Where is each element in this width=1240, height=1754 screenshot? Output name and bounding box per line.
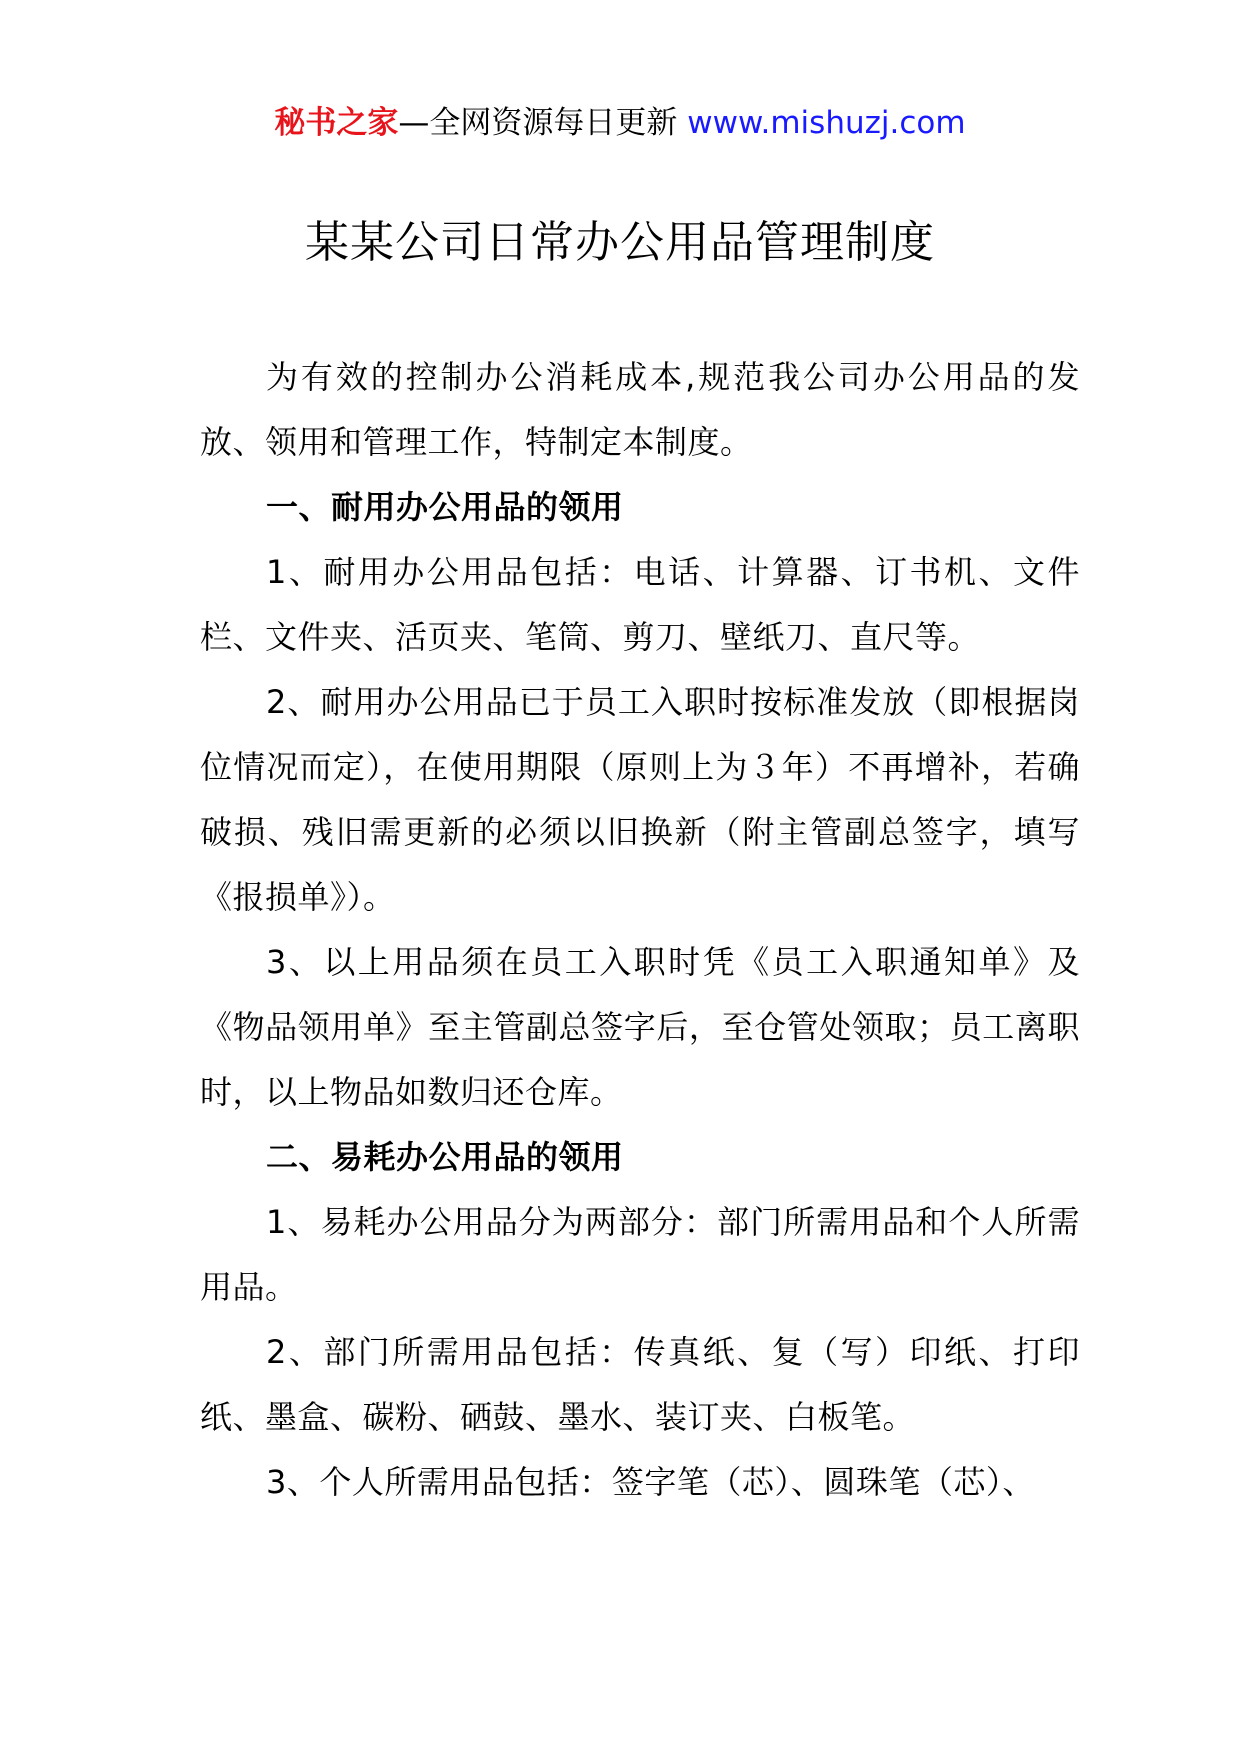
header-site-link[interactable]: www.mishuzj.com bbox=[687, 105, 966, 141]
document-body bbox=[200, 345, 1080, 1515]
list-item: 3、个人所需用品包括：签字笔（芯）、圆珠笔（芯）、 bbox=[266, 1463, 1035, 1501]
list-item: 3、以上用品须在员工入职时凭《员工入职通知单》及《物品领用单》至主管副总签字后，至仓管处领取；员工离职时，以上物品如数归还仓库。 bbox=[200, 943, 1080, 1111]
list-item: 2、耐用办公用品已于员工入职时按标准发放（即根据岗位情况而定），在使用期限（原则上为３年）不再增补，若确破损、残旧需更新的必须以旧换新（附主管副总签字，填写《报损单》）。 bbox=[200, 683, 1080, 916]
page-header bbox=[0, 100, 1240, 146]
header-brand: 秘书之家 bbox=[274, 105, 399, 141]
header-tagline: —全网资源每日更新 bbox=[398, 105, 688, 141]
list-item: 2、部门所需用品包括：传真纸、复（写）印纸、打印纸、墨盒、碳粉、硒鼓、墨水、装订夹、白板笔。 bbox=[200, 1333, 1080, 1436]
list-item: 1、易耗办公用品分为两部分：部门所需用品和个人所需用品。 bbox=[200, 1203, 1080, 1306]
intro-paragraph: 为有效的控制办公消耗成本,规范我公司办公用品的发放、领用和管理工作，特制定本制度。 bbox=[200, 358, 1080, 461]
list-item: 1、耐用办公用品包括：电话、计算器、订书机、文件栏、文件夹、活页夹、笔筒、剪刀、壁纸刀、直尺等。 bbox=[200, 553, 1080, 656]
section-heading-durable: 一、耐用办公用品的领用 bbox=[266, 488, 624, 526]
document-title: 某某公司日常办公用品管理制度 bbox=[305, 217, 935, 268]
section-heading-consumable: 二、易耗办公用品的领用 bbox=[266, 1138, 624, 1176]
